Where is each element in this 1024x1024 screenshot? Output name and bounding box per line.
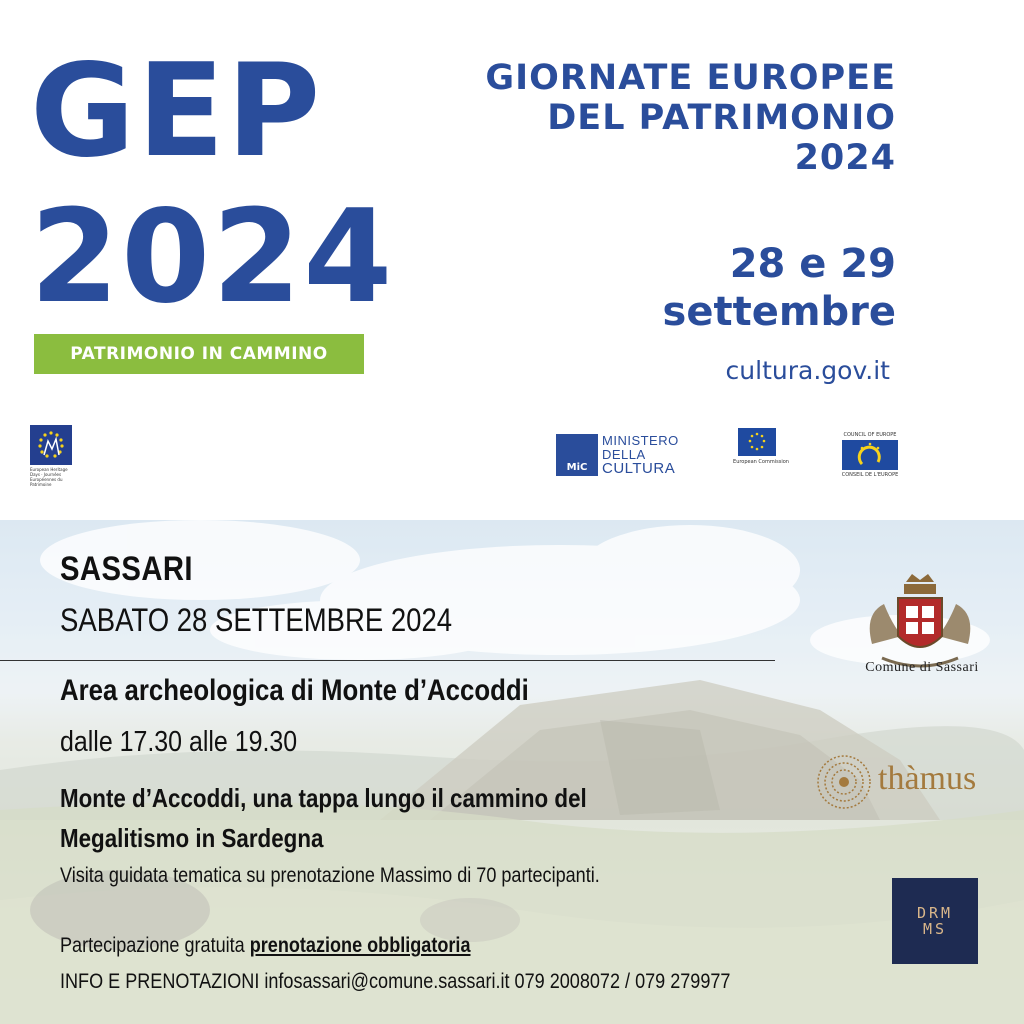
drms-logo <box>892 878 978 964</box>
council-of-europe-logo <box>840 432 900 480</box>
thamus-wordmark: thàmus <box>878 760 977 797</box>
event-title-line2: DEL PATRIMONIO <box>547 98 896 138</box>
event-subtitle-line2: Megalitismo in Sardegna <box>60 823 324 853</box>
mic-line2: DELLA <box>602 447 646 462</box>
tagline-banner: PATRIMONIO IN CAMMINO <box>34 334 364 374</box>
ministero-cultura-logo <box>556 432 696 478</box>
european-heritage-days-logo <box>30 425 76 487</box>
eu-flag-icon <box>738 428 776 456</box>
gep-logo-line1: GEP <box>30 37 323 186</box>
event-section <box>0 520 1024 1024</box>
ec-caption: European Commission <box>733 459 789 465</box>
event-place: Area archeologica di Monte d’Accoddi <box>60 674 529 707</box>
contact-info[interactable]: INFO E PRENOTAZIONI infosassari@comune.sassari.it 079 2008072 / 079 279977 <box>60 970 731 993</box>
event-subtitle-line1: Monte d’Accoddi, una tappa lungo il cammino del <box>60 783 587 813</box>
event-city: SASSARI <box>60 550 193 588</box>
mic-line1: MINISTERO <box>602 433 679 448</box>
event-dates <box>663 240 896 336</box>
event-description: Visita guidata tematica su prenotazione Massimo di 70 partecipanti. <box>60 864 600 887</box>
event-dates-line2: settembre <box>662 289 896 335</box>
event-dates-line1: 28 e 29 <box>729 241 896 287</box>
thamus-rosette-icon <box>814 752 874 812</box>
website-link[interactable]: cultura.gov.it <box>725 356 890 385</box>
drms-line1: DRM <box>916 904 954 922</box>
comune-sassari-label: Comune di Sassari <box>865 660 979 675</box>
eh-caption: European Heritage Days · Journées Européennes du Patrimoine <box>30 467 68 487</box>
eu-stars-icon <box>30 425 72 465</box>
mic-line3: CULTURA <box>602 460 676 477</box>
event-subtitle <box>60 778 714 858</box>
free-label: Partecipazione gratuita <box>60 934 250 957</box>
european-commission-logo <box>724 428 798 478</box>
event-title-line3: 2024 <box>794 138 896 178</box>
coe-caption-top: COUNCIL OF EUROPE <box>843 432 897 438</box>
coe-caption-bottom: CONSEIL DE L'EUROPE <box>841 472 899 478</box>
mic-wordmark <box>602 434 679 476</box>
divider <box>0 660 775 661</box>
mic-badge: MiC <box>556 434 598 476</box>
participation-note <box>60 934 471 958</box>
gep-logo-line2: 2024 <box>30 183 395 332</box>
event-date: SABATO 28 SETTEMBRE 2024 <box>60 602 453 638</box>
thamus-logo <box>814 752 1004 812</box>
event-time: dalle 17.30 alle 19.30 <box>60 726 298 758</box>
event-title-line1: GIORNATE EUROPEE <box>485 58 896 98</box>
drms-line2: MS <box>922 920 948 938</box>
booking-required: prenotazione obbligatoria <box>249 934 471 957</box>
coe-flag-icon <box>842 440 898 470</box>
event-title <box>485 58 896 178</box>
